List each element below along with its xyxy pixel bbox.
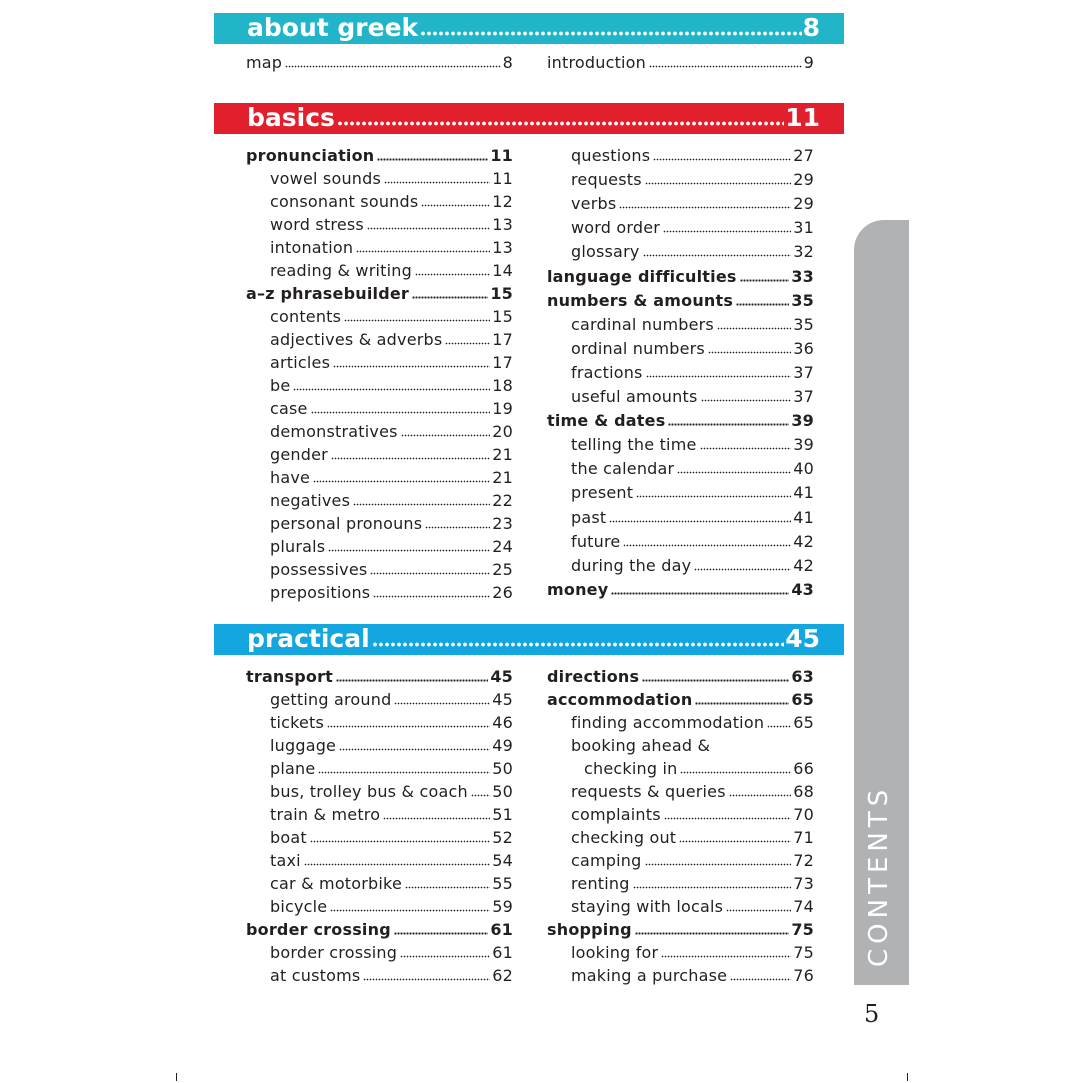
toc-entry-page: 21 <box>492 468 513 487</box>
toc-entry-label: bicycle <box>270 897 328 916</box>
toc-entry-label: shopping <box>547 920 632 939</box>
leader-dots <box>311 411 491 414</box>
toc-entry[interactable] <box>270 307 513 327</box>
toc-entry-page: 45 <box>490 667 513 686</box>
leader-dots <box>328 549 490 552</box>
toc-entry-page: 11 <box>492 169 513 188</box>
leader-dots <box>373 595 490 598</box>
leader-dots <box>420 31 801 36</box>
leader-dots <box>377 158 488 161</box>
toc-entry-label: camping <box>571 851 642 870</box>
toc-entry-label: prepositions <box>270 583 371 602</box>
toc-entry[interactable] <box>270 805 513 825</box>
leader-dots <box>318 771 490 774</box>
toc-entry[interactable] <box>547 53 814 73</box>
leader-dots <box>421 204 490 207</box>
toc-entry-label: at customs <box>270 966 361 985</box>
toc-entry[interactable] <box>270 782 513 802</box>
toc-entry-page: 68 <box>793 782 814 801</box>
toc-entry-label: looking for <box>571 943 659 962</box>
toc-entry-page: 66 <box>793 759 814 778</box>
toc-entry-label: renting <box>571 874 630 893</box>
toc-entry[interactable] <box>270 353 513 373</box>
toc-entry-page: 29 <box>793 170 814 189</box>
toc-entry-page: 39 <box>791 411 814 430</box>
toc-entry-label: intonation <box>270 238 354 257</box>
toc-entry-label: contents <box>270 307 342 326</box>
toc-entry[interactable] <box>270 215 513 235</box>
toc-entry-page: 72 <box>793 851 814 870</box>
leader-dots <box>331 457 490 460</box>
section-page: 45 <box>785 624 820 653</box>
toc-entry[interactable] <box>571 943 814 963</box>
toc-entry[interactable] <box>571 828 814 848</box>
toc-entry-label: the calendar <box>571 459 675 478</box>
leader-dots <box>643 254 792 257</box>
toc-entry-label: during the day <box>571 556 692 575</box>
toc-entry-label: finding accommodation <box>571 713 765 732</box>
toc-entry-page: 29 <box>793 194 814 213</box>
leader-dots <box>337 121 784 126</box>
leader-dots <box>645 182 791 185</box>
toc-entry[interactable] <box>571 146 814 166</box>
toc-entry-page: 18 <box>492 376 513 395</box>
toc-entry-label: negatives <box>270 491 351 510</box>
leader-dots <box>730 978 791 981</box>
leader-dots <box>285 65 500 68</box>
toc-entry[interactable] <box>571 315 814 335</box>
leader-dots <box>609 520 791 523</box>
toc-entry-page: 39 <box>793 435 814 454</box>
leader-dots <box>663 230 791 233</box>
leader-dots <box>412 296 488 299</box>
section-title: basics <box>247 103 335 132</box>
leader-dots <box>339 748 490 751</box>
leader-dots <box>645 863 792 866</box>
leader-dots <box>310 840 490 843</box>
toc-entry-page: 37 <box>793 363 814 382</box>
toc-entry-page: 20 <box>492 422 513 441</box>
leader-dots <box>646 375 792 378</box>
leader-dots <box>400 955 490 958</box>
toc-entry-label: map <box>246 53 283 72</box>
toc-entry-page: 21 <box>492 445 513 464</box>
toc-entry-label: case <box>270 399 308 418</box>
toc-entry[interactable] <box>246 53 513 73</box>
toc-entry-label: articles <box>270 353 331 372</box>
toc-entry-label: requests <box>571 170 642 189</box>
leader-dots <box>701 399 792 402</box>
leader-dots <box>695 702 789 705</box>
toc-entry[interactable] <box>270 491 513 511</box>
toc-entry-page: 45 <box>492 690 513 709</box>
toc-entry-label: be <box>270 376 291 395</box>
section-page: 11 <box>785 103 820 132</box>
toc-entry-page: 31 <box>793 218 814 237</box>
toc-heading-entry[interactable] <box>246 920 513 940</box>
toc-entry-label: staying with locals <box>571 897 724 916</box>
section-title: about greek <box>247 13 419 42</box>
toc-entry-page: 50 <box>492 759 513 778</box>
toc-entry-page: 33 <box>791 267 814 286</box>
leader-dots <box>405 886 490 889</box>
toc-entry-page: 24 <box>492 537 513 556</box>
toc-entry[interactable] <box>571 194 814 214</box>
leader-dots <box>726 909 791 912</box>
toc-entry-label: checking out <box>571 828 677 847</box>
toc-entry-page: 14 <box>492 261 513 280</box>
toc-entry[interactable] <box>571 874 814 894</box>
toc-heading-entry[interactable] <box>547 920 814 940</box>
toc-entry-page: 13 <box>492 238 513 257</box>
toc-entry[interactable] <box>571 736 814 756</box>
toc-entry[interactable] <box>571 459 814 479</box>
toc-entry-page: 55 <box>492 874 513 893</box>
toc-entry[interactable] <box>571 387 814 407</box>
side-tab-label: CONTENTS <box>863 784 894 967</box>
toc-entry-label: ordinal numbers <box>571 339 705 358</box>
toc-entry-page: 19 <box>492 399 513 418</box>
toc-entry-page: 26 <box>492 583 513 602</box>
toc-entry-page: 35 <box>793 315 814 334</box>
toc-entry-label: adjectives & adverbs <box>270 330 443 349</box>
toc-entry-label: fractions <box>571 363 643 382</box>
toc-entry-page: 76 <box>793 966 814 985</box>
leader-dots <box>680 771 791 774</box>
leader-dots <box>445 342 490 345</box>
toc-entry-page: 50 <box>492 782 513 801</box>
toc-entry-label: introduction <box>547 53 647 72</box>
toc-entry-label: requests & queries <box>571 782 726 801</box>
leader-dots <box>611 592 789 595</box>
toc-entry-label: gender <box>270 445 328 464</box>
toc-entry[interactable] <box>270 330 513 350</box>
toc-entry-label: possessives <box>270 560 368 579</box>
toc-heading-entry[interactable] <box>246 146 513 166</box>
leader-dots <box>293 388 490 391</box>
leader-dots <box>330 909 490 912</box>
toc-entry-page: 40 <box>793 459 814 478</box>
toc-heading-entry[interactable] <box>547 667 814 687</box>
toc-heading-entry[interactable] <box>547 267 814 287</box>
toc-entry-label: demonstratives <box>270 422 398 441</box>
toc-entry-label: money <box>547 580 609 599</box>
toc-entry-page: 25 <box>492 560 513 579</box>
toc-entry[interactable] <box>270 238 513 258</box>
toc-entry[interactable] <box>571 713 814 733</box>
leader-dots <box>471 794 490 797</box>
toc-entry-label: bus, trolley bus & coach <box>270 782 468 801</box>
toc-entry[interactable] <box>270 560 513 580</box>
leader-dots <box>356 250 490 253</box>
toc-entry-page: 27 <box>793 146 814 165</box>
toc-entry[interactable] <box>270 713 513 733</box>
toc-entry-page: 61 <box>490 920 513 939</box>
toc-entry-label: plane <box>270 759 316 778</box>
toc-entry[interactable] <box>270 445 513 465</box>
toc-entry-page: 75 <box>791 920 814 939</box>
toc-entry-label: reading & writing <box>270 261 412 280</box>
toc-entry-page: 46 <box>492 713 513 732</box>
leader-dots <box>415 273 490 276</box>
leader-dots <box>313 480 490 483</box>
toc-entry-label: car & motorbike <box>270 874 402 893</box>
leader-dots <box>679 840 791 843</box>
leader-dots <box>394 702 490 705</box>
crop-mark <box>176 1073 177 1081</box>
toc-entry[interactable] <box>270 169 513 189</box>
toc-entry-label: getting around <box>270 690 392 709</box>
toc-entry-label: border crossing <box>270 943 398 962</box>
toc-entry-label: making a purchase <box>571 966 728 985</box>
toc-entry-label: booking ahead & <box>571 736 711 755</box>
toc-entry-label: word stress <box>270 215 364 234</box>
toc-entry-page: 59 <box>492 897 513 916</box>
toc-entry[interactable] <box>270 966 513 986</box>
toc-entry[interactable] <box>584 759 814 779</box>
toc-entry-page: 36 <box>793 339 814 358</box>
toc-entry-page: 17 <box>492 353 513 372</box>
toc-entry-label: consonant sounds <box>270 192 419 211</box>
toc-entry[interactable] <box>270 690 513 710</box>
toc-entry-page: 9 <box>803 53 814 72</box>
toc-entry[interactable] <box>270 943 513 963</box>
toc-entry[interactable] <box>270 583 513 603</box>
leader-dots <box>642 679 789 682</box>
leader-dots <box>304 863 490 866</box>
toc-entry-label: personal pronouns <box>270 514 423 533</box>
leader-dots <box>661 955 791 958</box>
toc-entry[interactable] <box>571 218 814 238</box>
leader-dots <box>333 365 490 368</box>
toc-entry[interactable] <box>571 339 814 359</box>
toc-entry-label: complaints <box>571 805 661 824</box>
leader-dots <box>708 351 791 354</box>
toc-entry[interactable] <box>270 828 513 848</box>
toc-entry[interactable] <box>270 422 513 442</box>
toc-entry-page: 49 <box>492 736 513 755</box>
toc-entry-label: verbs <box>571 194 617 213</box>
toc-entry[interactable] <box>270 399 513 419</box>
toc-entry-page: 65 <box>793 713 814 732</box>
toc-entry[interactable] <box>270 759 513 779</box>
section-header-practical[interactable] <box>214 624 844 655</box>
toc-entry-label: telling the time <box>571 435 697 454</box>
toc-entry-label: have <box>270 468 311 487</box>
toc-entry[interactable] <box>270 376 513 396</box>
toc-heading-entry[interactable] <box>547 690 814 710</box>
toc-entry[interactable] <box>571 556 814 576</box>
section-title: practical <box>247 624 370 653</box>
toc-entry-label: past <box>571 508 607 527</box>
toc-heading-entry[interactable] <box>246 667 513 687</box>
toc-entry[interactable] <box>270 736 513 756</box>
toc-entry-label: cardinal numbers <box>571 315 714 334</box>
leader-dots <box>363 978 490 981</box>
toc-entry-label: pronunciation <box>246 146 375 165</box>
toc-entry-page: 13 <box>492 215 513 234</box>
toc-entry-page: 37 <box>793 387 814 406</box>
contents-side-tab[interactable] <box>854 220 909 985</box>
toc-entry[interactable] <box>571 805 814 825</box>
leader-dots <box>372 642 785 647</box>
toc-entry-label: transport <box>246 667 334 686</box>
page-number: 5 <box>864 1000 880 1028</box>
toc-entry-page: 17 <box>492 330 513 349</box>
toc-entry-page: 12 <box>492 192 513 211</box>
toc-entry[interactable] <box>571 508 814 528</box>
toc-entry-label: time & dates <box>547 411 666 430</box>
leader-dots <box>635 932 790 935</box>
toc-entry-page: 75 <box>793 943 814 962</box>
leader-dots <box>740 279 790 282</box>
leader-dots <box>353 503 490 506</box>
toc-entry[interactable] <box>571 532 814 552</box>
toc-entry[interactable] <box>270 192 513 212</box>
toc-entry[interactable] <box>571 897 814 917</box>
section-page: 8 <box>802 13 820 42</box>
toc-entry-page: 73 <box>793 874 814 893</box>
toc-entry-label: boat <box>270 828 307 847</box>
toc-entry[interactable] <box>270 851 513 871</box>
toc-entry-label: luggage <box>270 736 337 755</box>
toc-entry-label: accommodation <box>547 690 693 709</box>
leader-dots <box>664 817 791 820</box>
toc-entry-page: 65 <box>791 690 814 709</box>
leader-dots <box>336 679 488 682</box>
leader-dots <box>327 725 490 728</box>
toc-entry-label: vowel sounds <box>270 169 382 188</box>
leader-dots <box>649 65 802 68</box>
toc-entry-page: 63 <box>791 667 814 686</box>
leader-dots <box>729 794 791 797</box>
toc-entry[interactable] <box>571 851 814 871</box>
leader-dots <box>394 932 488 935</box>
toc-entry-label: checking in <box>584 759 678 778</box>
toc-entry-label: directions <box>547 667 640 686</box>
toc-entry-page: 61 <box>492 943 513 962</box>
toc-heading-entry[interactable] <box>547 291 814 311</box>
toc-heading-entry[interactable] <box>246 284 513 304</box>
toc-entry[interactable] <box>270 874 513 894</box>
leader-dots <box>767 725 791 728</box>
toc-entry-label: taxi <box>270 851 301 870</box>
section-header-about-greek[interactable] <box>214 13 844 44</box>
toc-entry-page: 15 <box>490 284 513 303</box>
toc-entry-page: 23 <box>492 514 513 533</box>
toc-entry-page: 32 <box>793 242 814 261</box>
toc-entry-page: 70 <box>793 805 814 824</box>
toc-entry[interactable] <box>571 966 814 986</box>
leader-dots <box>425 526 490 529</box>
leader-dots <box>653 158 791 161</box>
toc-entry-label: train & metro <box>270 805 381 824</box>
toc-entry[interactable] <box>270 897 513 917</box>
toc-entry-label: border crossing <box>246 920 391 939</box>
leader-dots <box>623 544 791 547</box>
toc-entry-page: 22 <box>492 491 513 510</box>
toc-entry[interactable] <box>571 435 814 455</box>
leader-dots <box>370 572 490 575</box>
toc-entry-page: 41 <box>793 508 814 527</box>
toc-entry-page: 41 <box>793 483 814 502</box>
leader-dots <box>694 568 791 571</box>
leader-dots <box>700 447 792 450</box>
toc-entry[interactable] <box>270 261 513 281</box>
toc-entry[interactable] <box>571 363 814 383</box>
toc-entry-label: a–z phrasebuilder <box>246 284 409 303</box>
toc-entry-label: tickets <box>270 713 325 732</box>
leader-dots <box>668 423 789 426</box>
toc-entry-label: plurals <box>270 537 326 556</box>
toc-entry-page: 35 <box>791 291 814 310</box>
toc-entry-page: 71 <box>793 828 814 847</box>
toc-entry[interactable] <box>571 170 814 190</box>
toc-entry-label: questions <box>571 146 651 165</box>
toc-entry[interactable] <box>270 468 513 488</box>
toc-entry-page: 54 <box>492 851 513 870</box>
leader-dots <box>401 434 491 437</box>
toc-entry[interactable] <box>571 483 814 503</box>
leader-dots <box>677 471 791 474</box>
toc-entry[interactable] <box>571 782 814 802</box>
toc-entry-label: glossary <box>571 242 640 261</box>
section-header-basics[interactable] <box>214 103 844 134</box>
toc-heading-entry[interactable] <box>547 411 814 431</box>
toc-entry-label: numbers & amounts <box>547 291 734 310</box>
toc-entry-page: 42 <box>793 532 814 551</box>
leader-dots <box>736 303 789 306</box>
leader-dots <box>367 227 490 230</box>
toc-entry-page: 74 <box>793 897 814 916</box>
toc-entry-page: 11 <box>490 146 513 165</box>
leader-dots <box>383 817 490 820</box>
toc-heading-entry[interactable] <box>547 580 814 600</box>
toc-entry-label: future <box>571 532 621 551</box>
toc-entry-label: useful amounts <box>571 387 698 406</box>
toc-entry-label: word order <box>571 218 661 237</box>
leader-dots <box>344 319 490 322</box>
toc-entry-page: 51 <box>492 805 513 824</box>
toc-entry-page: 52 <box>492 828 513 847</box>
toc-entry-label: present <box>571 483 634 502</box>
toc-entry-label: language difficulties <box>547 267 737 286</box>
toc-entry[interactable] <box>571 242 814 262</box>
leader-dots <box>384 181 490 184</box>
toc-entry-page: 42 <box>793 556 814 575</box>
toc-entry[interactable] <box>270 537 513 557</box>
toc-entry-page: 8 <box>502 53 513 72</box>
toc-entry[interactable] <box>270 514 513 534</box>
toc-entry-page: 62 <box>492 966 513 985</box>
toc-entry-page: 15 <box>492 307 513 326</box>
leader-dots <box>633 886 792 889</box>
leader-dots <box>717 327 791 330</box>
crop-mark <box>907 1073 908 1081</box>
leader-dots <box>619 206 791 209</box>
toc-entry-page: 43 <box>791 580 814 599</box>
leader-dots <box>636 495 791 498</box>
